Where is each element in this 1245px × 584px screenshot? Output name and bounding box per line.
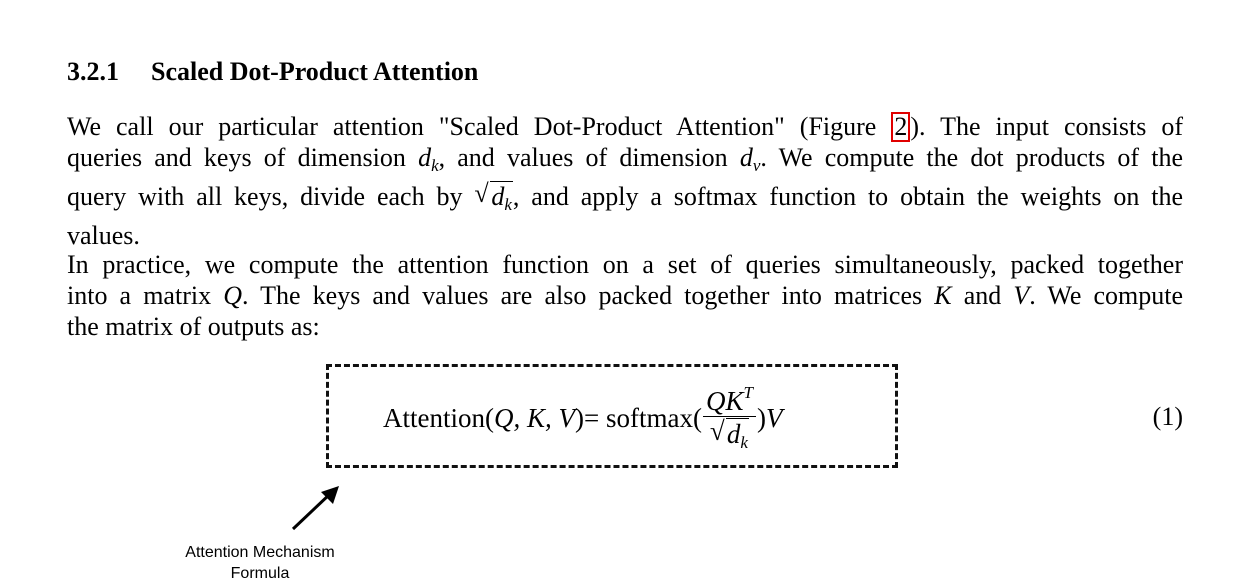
math-sqrt-dk <box>474 181 513 220</box>
text-span: into a matrix <box>67 281 224 310</box>
math-symbol: d <box>491 182 505 211</box>
section-heading <box>67 57 478 87</box>
math-superscript-T: T <box>743 382 753 402</box>
equation-arguments: Q, K, V <box>493 402 575 433</box>
math-dv <box>739 143 761 175</box>
equation-paren: ) <box>574 402 584 433</box>
annotation-caption-line-2: Formula <box>230 565 290 582</box>
equation-paren: ) <box>756 402 766 433</box>
text-span: . We compute the dot products of the <box>760 143 1184 172</box>
math-Q: Q <box>223 281 242 310</box>
section-number: 3.2.1 <box>67 57 119 86</box>
paragraph-2 <box>67 249 1183 342</box>
math-V: V <box>765 402 783 433</box>
figure-reference-link[interactable]: 2 <box>891 112 910 142</box>
text-span: and <box>951 281 1014 310</box>
paragraph-2-line-3: the matrix of outputs as: <box>67 312 320 341</box>
paragraph-1-line-1 <box>67 111 1183 142</box>
text-span: We call our particular attention "Scaled Dot-Product Attention" (Figure <box>67 112 892 141</box>
text-span: . We compute <box>1029 281 1184 310</box>
text-span: , and apply a softmax function to obtain the weights on the <box>512 182 1183 211</box>
math-subscript: v <box>752 156 761 175</box>
annotation-arrow-icon <box>285 483 345 535</box>
math-symbol: d <box>726 418 741 449</box>
text-span: ). The input consists of <box>910 112 1184 141</box>
annotation-caption-line-1: Attention Mechanism <box>185 544 335 561</box>
text-span: , and values of dimension <box>438 143 740 172</box>
fraction-numerator <box>703 379 756 417</box>
paragraph-1 <box>67 111 1183 251</box>
paragraph-2-line-2 <box>67 280 1183 311</box>
math-K: K <box>934 281 952 310</box>
math-dk <box>418 143 439 175</box>
equation-softmax: = softmax( <box>583 402 702 433</box>
annotation-caption <box>160 542 360 584</box>
equation-function-name: Attention( <box>383 402 494 433</box>
radical-sign: √ <box>709 415 725 446</box>
text-span: . The keys and values are also packed together into matrices <box>241 281 935 310</box>
radical-sign: √ <box>474 179 489 208</box>
paragraph-1-line-3 <box>67 181 1183 220</box>
equation-fraction <box>703 379 756 458</box>
math-symbol: d <box>418 143 432 172</box>
equation-number: (1) <box>1152 402 1183 431</box>
math-QK: QK <box>705 385 744 416</box>
math-subscript: k <box>504 195 512 214</box>
fraction-denominator <box>710 417 749 458</box>
math-sqrt-dk <box>709 415 749 458</box>
math-subscript: k <box>740 432 748 452</box>
paragraph-1-line-2 <box>67 142 1183 181</box>
radicand <box>726 418 749 452</box>
math-V: V <box>1013 281 1030 310</box>
section-title: Scaled Dot-Product Attention <box>151 57 479 86</box>
text-span: query with all keys, divide each by <box>67 182 475 211</box>
paragraph-1-line-4: values. <box>67 221 140 250</box>
math-symbol: d <box>739 143 753 172</box>
paragraph-2-line-1: In practice, we compute the attention function on a set of queries simultaneously, packed together <box>67 250 1183 279</box>
attention-equation <box>383 382 783 452</box>
math-subscript: k <box>431 156 439 175</box>
radicand <box>490 181 513 214</box>
text-span: queries and keys of dimension <box>67 143 419 172</box>
